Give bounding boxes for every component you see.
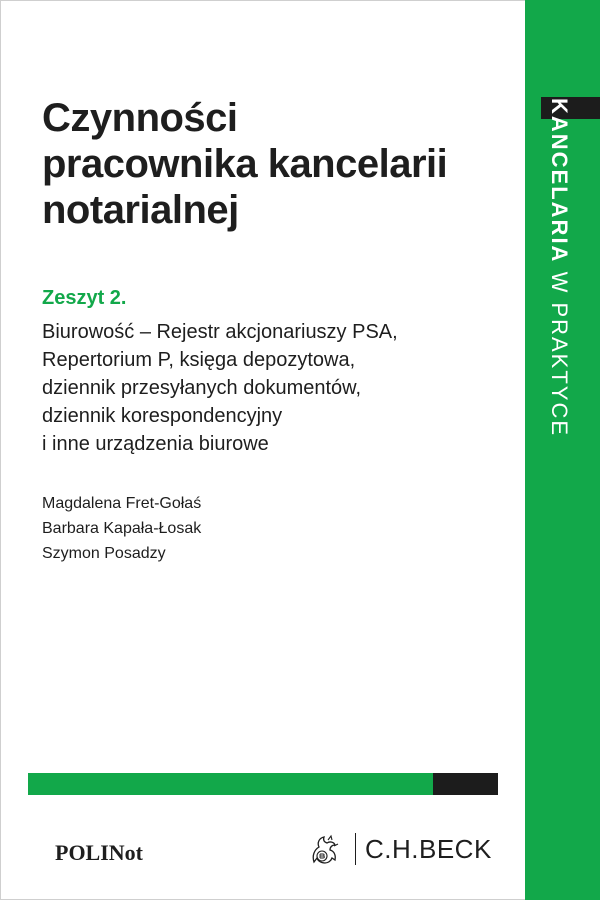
author-name: Magdalena Fret-Gołaś	[42, 495, 202, 512]
subtitle-line: dziennik przesyłanych dokumentów,	[42, 377, 362, 399]
author-list	[42, 491, 201, 566]
book-subtitle	[42, 318, 512, 458]
series-name-rest: W PRAKTYCE	[547, 263, 572, 438]
publisher-crest-icon	[308, 832, 342, 866]
title-line: Czynności	[42, 96, 238, 140]
polinot-logo: POLINot	[55, 840, 143, 865]
subtitle-line: Repertorium P, księga depozytowa,	[42, 349, 356, 371]
publisher-divider	[355, 833, 356, 865]
issue-number: Zeszyt 2.	[42, 287, 127, 309]
series-name	[546, 98, 572, 437]
subtitle-line: dziennik korespondencyjny	[42, 405, 283, 427]
author-name: Szymon Posadzy	[42, 545, 166, 562]
title-line: pracownika kancelarii	[42, 142, 448, 186]
bottom-bar-black-block	[433, 773, 498, 795]
bottom-green-bar	[28, 773, 498, 795]
book-title	[42, 95, 512, 233]
author-name: Barbara Kapała-Łosak	[42, 520, 202, 537]
publisher-name: C.H.BECK	[365, 834, 492, 864]
subtitle-line: Biurowość – Rejestr akcjonariuszy PSA,	[42, 321, 398, 343]
title-line: notarialnej	[42, 188, 239, 232]
subtitle-line: i inne urządzenia biurowe	[42, 433, 269, 455]
series-name-bold: KANCELARIA	[547, 98, 572, 264]
